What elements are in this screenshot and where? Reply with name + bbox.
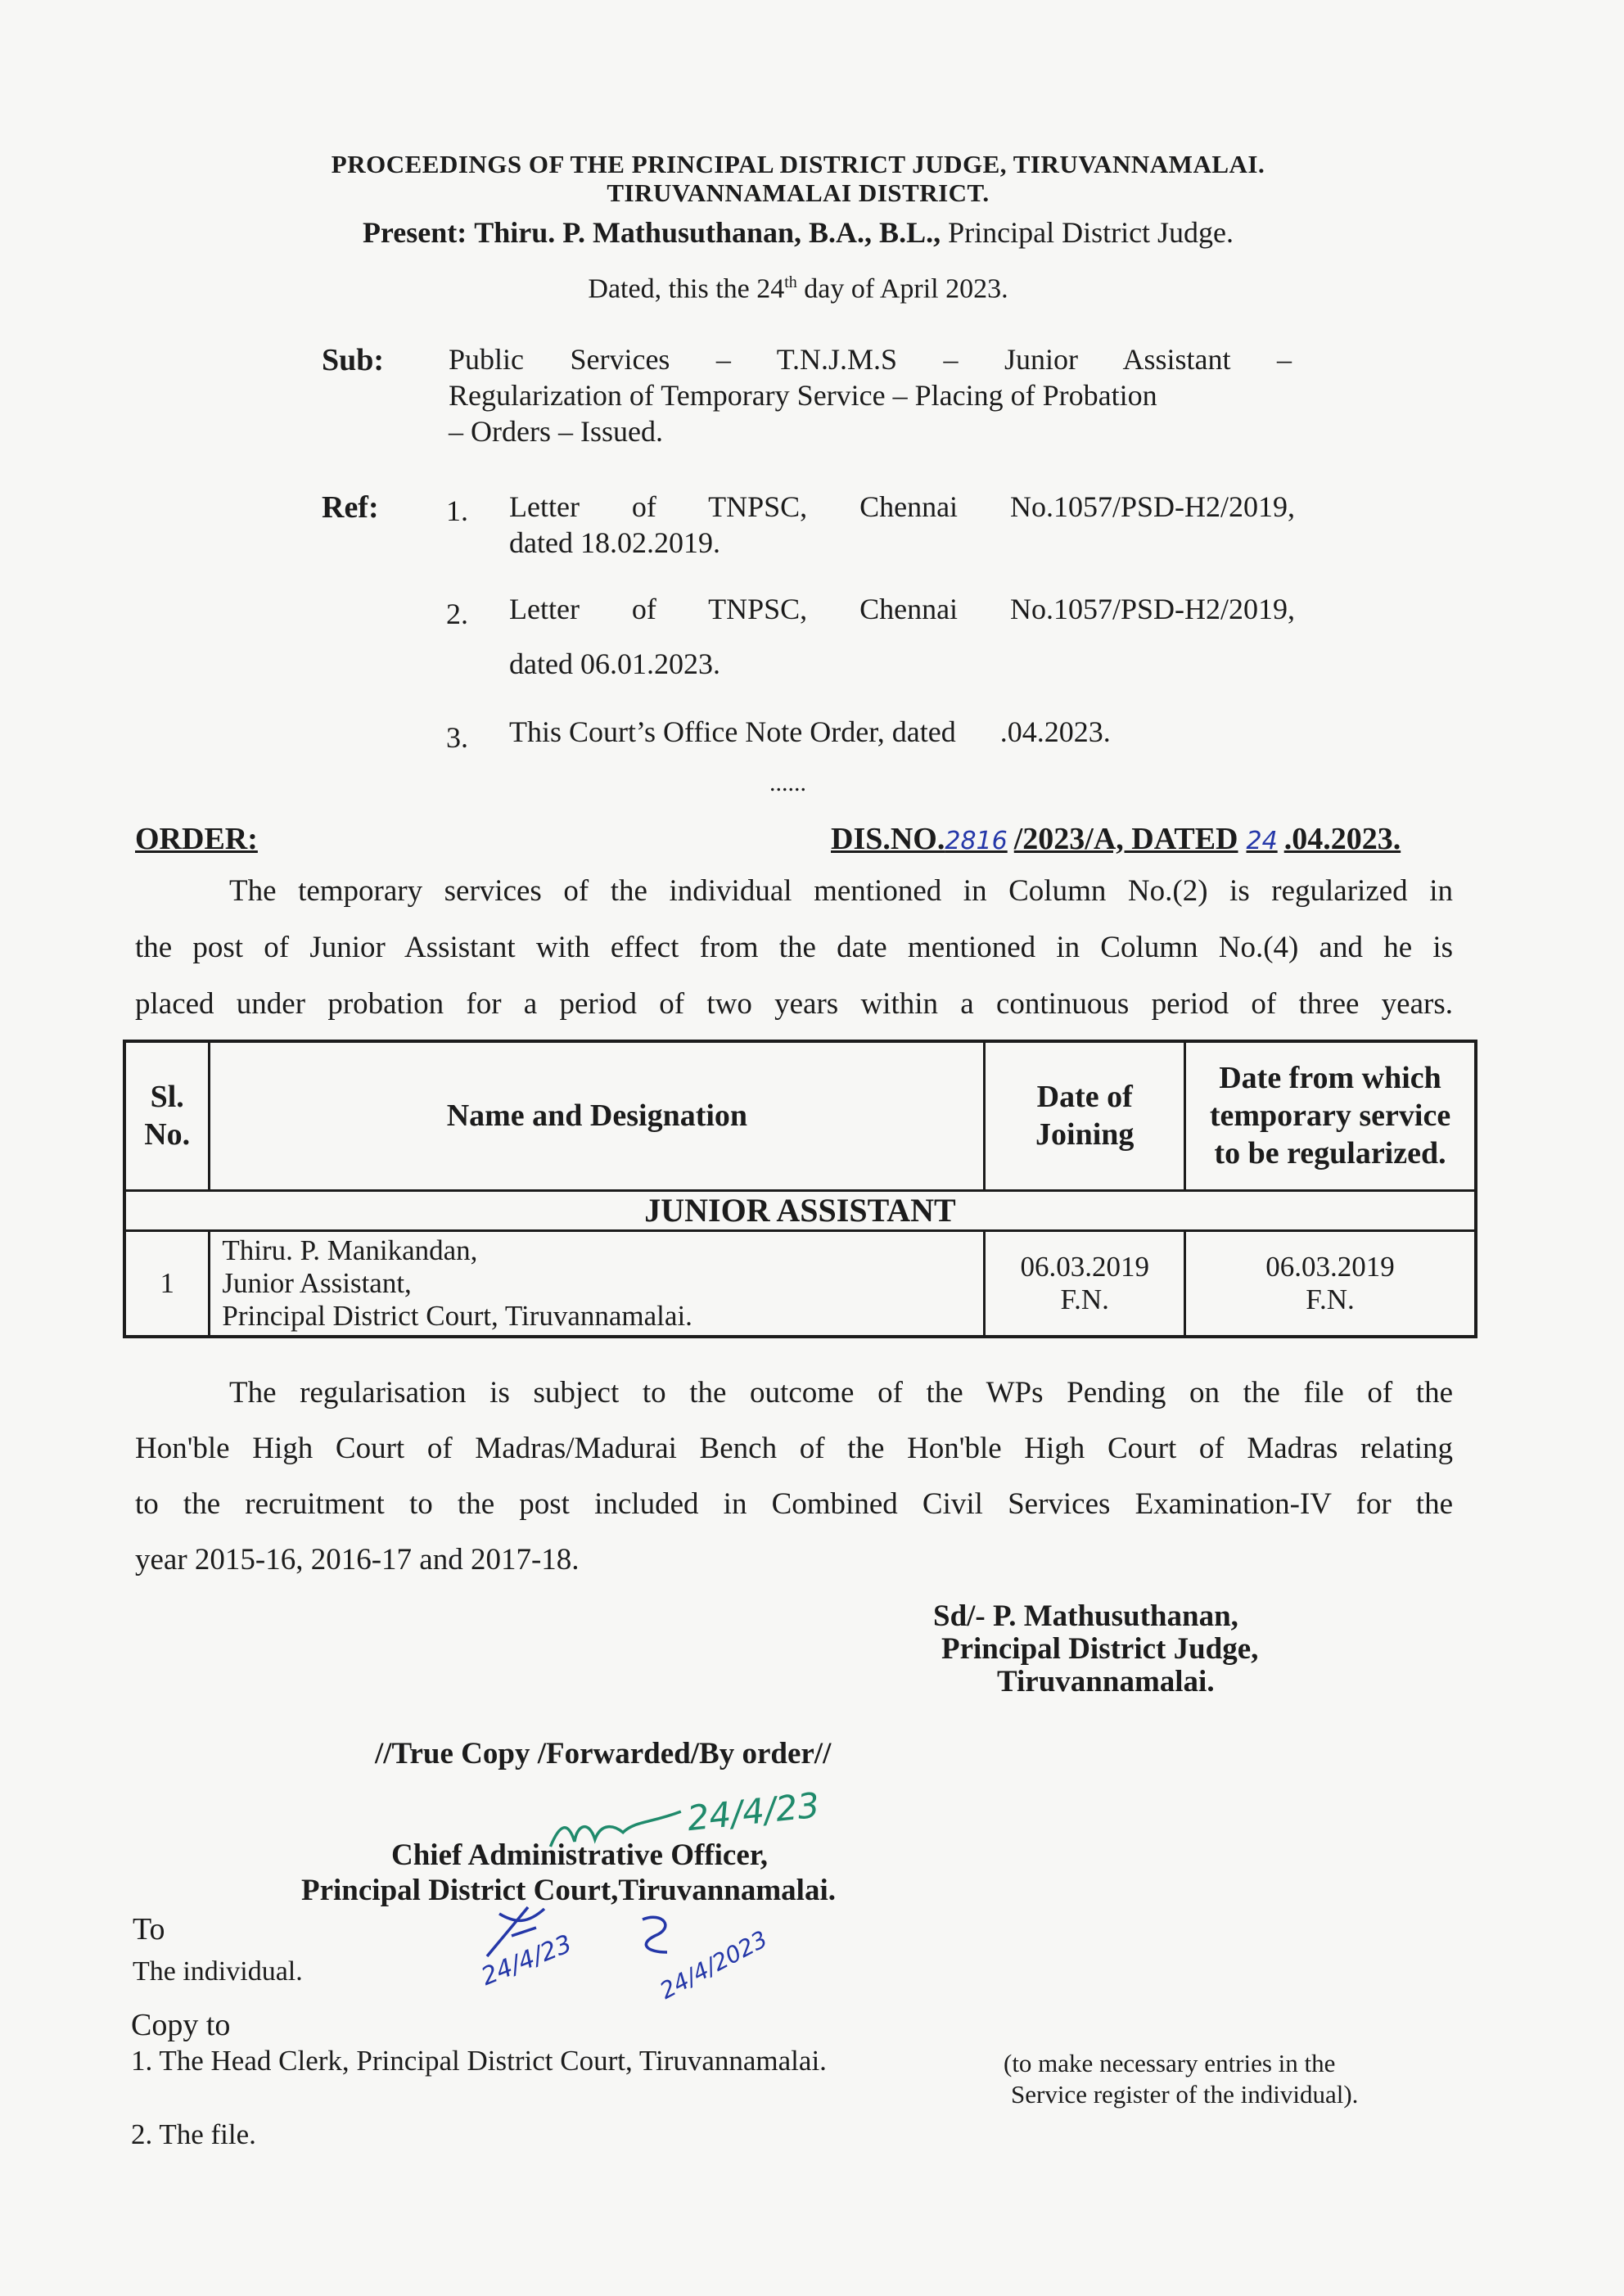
para2-line-1: The regularisation is subject to the outcome of the WPs Pending on the file of the (229, 1376, 1453, 1410)
ref-1-line-2: dated 18.02.2019. (509, 526, 720, 559)
present-name: Thiru. P. Mathusuthanan, B.A., B.L., (474, 216, 941, 249)
row-doj-date: 06.03.2019 (1020, 1250, 1149, 1283)
row-doj-cell (985, 1230, 1185, 1337)
header-line-2: TIRUVANNAMALAI DISTRICT. (607, 178, 990, 207)
row-name-cell (210, 1230, 985, 1337)
ref-label: Ref: (322, 490, 379, 525)
ref-2-line-1: Letter of TNPSC, Chennai No.1057/PSD-H2/2019, (509, 593, 1295, 625)
cao-initials-date: 24/4/23 (685, 1784, 822, 1839)
cao-line-2: Principal District Court,Tiruvannamalai. (301, 1874, 836, 1907)
mark1-date: 24/4/23 (477, 1929, 576, 1992)
dis-post: .04.2023. (1283, 822, 1401, 856)
para2-line-4: year 2015-16, 2016-17 and 2017-18. (135, 1543, 580, 1577)
cao-line-1: Chief Administrative Officer, (391, 1838, 769, 1872)
subject-line-3: – Orders – Issued. (449, 415, 663, 448)
ref-1-num: 1. (446, 494, 468, 527)
th-date-of-joining: Date of Joining (985, 1041, 1185, 1190)
dis-day-handwritten: 24 (1246, 827, 1278, 855)
order-para1-line-1: The temporary services of the individual mentioned in Column No.(2) is regularized in (229, 874, 1453, 908)
separator-dots: ...... (769, 769, 806, 796)
copy-to-item-1-note-1: (to make necessary entries in the (1004, 2049, 1336, 2077)
row-reg-session: F.N. (1306, 1283, 1355, 1315)
ref-1-line-1: Letter of TNPSC, Chennai No.1057/PSD-H2/2019, (509, 490, 1295, 523)
to-label: To (133, 1912, 165, 1946)
dated-pre: Dated, this the 24 (588, 273, 785, 304)
table-row (124, 1230, 1476, 1337)
ref-3-line-1: This Court’s Office Note Order, dated .04.2023. (509, 715, 1111, 748)
copy-to-label: Copy to (131, 2008, 231, 2042)
para2-line-2: Hon'ble High Court of Madras/Madurai Bench of the Hon'ble High Court of Madras relating (135, 1432, 1453, 1465)
subject-line-1: Public Services – T.N.J.M.S – Junior Assistant – (449, 343, 1292, 376)
row-name-line-3: Principal District Court, Tiruvannamalai. (222, 1299, 692, 1332)
dis-pre: DIS.NO. (831, 822, 945, 856)
th-name-designation: Name and Designation (210, 1041, 985, 1190)
regularization-table (123, 1040, 1477, 1338)
to-recipient: The individual. (133, 1956, 303, 1987)
row-name-line-2: Junior Assistant, (222, 1266, 412, 1299)
ref-2-line-2: dated 06.01.2023. (509, 647, 720, 680)
true-copy-line: //True Copy /Forwarded/By order// (375, 1737, 832, 1770)
row-reg-date: 06.03.2019 (1265, 1250, 1395, 1283)
signature-line-3: Tiruvannamalai. (997, 1665, 1215, 1698)
order-para1-line-2: the post of Junior Assistant with effect from the date mentioned in Column No.(4) and he is (135, 931, 1453, 964)
copy-to-item-2: 2. The file. (131, 2118, 256, 2150)
handwritten-mark-1 (477, 1899, 585, 1992)
subject-label: Sub: (322, 343, 385, 377)
th-date-regularized: Date from which temporary service to be regularized. (1185, 1041, 1476, 1190)
dis-number (831, 821, 1401, 857)
present-line (0, 215, 1596, 250)
para2-line-3: to the recruitment to the post included in Combined Civil Services Examination-IV for the (135, 1487, 1453, 1521)
dated-sup: th (784, 273, 797, 291)
row-name-line-1: Thiru. P. Manikandan, (222, 1234, 478, 1266)
handwritten-mark-2 (630, 1911, 773, 2005)
copy-to-item-1-note-2: Service register of the individual). (1011, 2080, 1359, 2109)
mark2-date: 24/4/2023 (655, 1925, 772, 2005)
dated-line (0, 273, 1596, 304)
row-doj-session: F.N. (1060, 1283, 1109, 1315)
signature-line-2: Principal District Judge, (941, 1632, 1259, 1666)
copy-to-item-1: 1. The Head Clerk, Principal District Court, Tiruvannamalai. (131, 2045, 827, 2077)
row-sl: 1 (124, 1230, 210, 1337)
dis-num-handwritten: 2816 (945, 827, 1008, 855)
initial-scribble-2 (630, 1911, 696, 1956)
dated-post: day of April 2023. (796, 273, 1008, 304)
dis-mid: /2023/A, DATED (1013, 822, 1238, 856)
signature-line-1: Sd/- P. Mathusuthanan, (933, 1599, 1238, 1633)
header-line-1: PROCEEDINGS OF THE PRINCIPAL DISTRICT JUDGE, TIRUVANNAMALAI. (331, 150, 1265, 178)
present-designation: Principal District Judge. (948, 216, 1234, 249)
order-label: ORDER: (135, 822, 258, 856)
present-label: Present: (362, 216, 467, 249)
subject-line-2: Regularization of Temporary Service – Placing of Probation (449, 379, 1157, 412)
order-para1-line-3: placed under probation for a period of two years within a continuous period of three years. (135, 987, 1453, 1021)
ref-3-num: 3. (446, 721, 468, 754)
table-section-junior-assistant: JUNIOR ASSISTANT (124, 1190, 1476, 1230)
row-reg-cell (1185, 1230, 1476, 1337)
th-sl-no: Sl. No. (124, 1041, 210, 1190)
ref-2-num: 2. (446, 598, 468, 630)
